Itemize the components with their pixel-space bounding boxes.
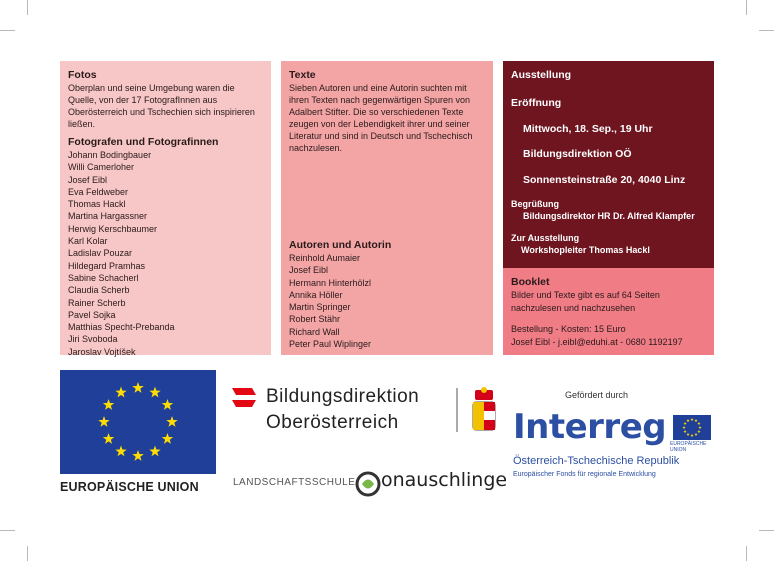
star-icon [683, 430, 686, 433]
booklet-text: Bilder und Texte gibt es auf 64 Seiten nachzulesen und nachzusehen [511, 290, 660, 313]
star-icon [103, 433, 114, 444]
list-item: Herwig Kerschbaumer [68, 223, 158, 234]
list-item: Annika Höller [289, 289, 343, 300]
texte-heading: Texte [289, 69, 316, 81]
interreg-sub: Österreich-Tschechische Republik [513, 455, 680, 467]
list-item: Thomas Hackl [68, 199, 126, 210]
list-item: Robert Stähr [289, 314, 341, 325]
star-icon [149, 445, 160, 456]
autoren-list [289, 252, 485, 350]
bd-line1: Bildungsdirektion [266, 386, 420, 407]
eu-flag-logo [60, 370, 216, 474]
star-icon [162, 399, 173, 410]
star-icon [690, 434, 693, 437]
booklet-contact: Josef Eibl - j.eibl@eduhi.at - 0680 1192197 [511, 337, 683, 347]
fotos-heading: Fotos [68, 69, 97, 81]
eroeffnung-date: Mittwoch, 18. Sep., 19 Uhr [523, 122, 653, 135]
crop-mark [759, 530, 774, 531]
eroeffnung-address: Sonnensteinstraße 20, 4040 Linz [523, 173, 686, 186]
coat-of-arms-icon [473, 387, 495, 430]
booklet-heading: Booklet [511, 276, 550, 288]
crop-mark [0, 530, 15, 531]
fotografen-heading: Fotografen und Fotografinnen [68, 136, 219, 148]
list-item: Sabine Schacherl [68, 272, 139, 283]
begruessung-label: Begrüßung [511, 199, 559, 209]
texte-panel [281, 61, 493, 355]
crop-mark [0, 30, 15, 31]
list-item: Matthias Specht-Prebanda [68, 322, 175, 333]
bd-line2: Oberösterreich [266, 412, 399, 433]
bildungsdirektion-logo [230, 382, 500, 442]
autoren-heading: Autoren und Autorin [289, 239, 392, 251]
star-icon [149, 387, 160, 398]
crop-mark [27, 546, 28, 561]
list-item: Richard Wall [289, 326, 340, 337]
ausstellung-heading: Ausstellung [511, 69, 572, 81]
list-item: Eva Feldweber [68, 186, 129, 197]
star-icon [98, 416, 109, 427]
star-icon [694, 433, 697, 436]
crop-mark [746, 546, 747, 561]
list-item: Claudia Scherb [68, 285, 130, 296]
eroeffnung-heading: Eröffnung [511, 97, 562, 109]
list-item: Reinhold Aumaier [289, 253, 361, 263]
texte-text: Sieben Autoren und eine Autorin suchten mit ihren Texten nach gegenwärtigen Spuren von Adalbert Stifter. Die so verschiedenen Texte zeugen von der Lebendigkeit ihrer und seiner Literatur und sind in Deutsch und Tschechisch nachzulesen. [289, 83, 473, 153]
list-item: Hermann Hinterhölzl [289, 277, 372, 288]
eu-stars [60, 370, 216, 474]
red-bar-top [232, 388, 256, 395]
donau-d-icon [353, 469, 383, 499]
ls-part1: LANDSCHAFTSSCHULE [233, 477, 356, 488]
interreg-fund: Europäischer Fonds für regionale Entwicklung [513, 471, 656, 478]
interreg-eu-small: EUROPÄISCHE UNION [670, 441, 707, 453]
landschaftsschule-logo [233, 465, 508, 505]
crop-mark [746, 0, 747, 15]
star-icon [103, 399, 114, 410]
list-item: Karl Kolar [68, 236, 108, 247]
crop-mark [27, 0, 28, 15]
star-icon [132, 382, 143, 393]
ausstellung-panel [503, 61, 714, 268]
star-icon [683, 422, 686, 425]
list-item: Jaroslav Vojtíšek [68, 346, 136, 357]
red-bar-bottom [232, 400, 256, 407]
star-icon [115, 445, 126, 456]
list-item: Pavel Sojka [68, 309, 116, 320]
star-icon [697, 430, 700, 433]
list-item: Josef Eibl [289, 265, 329, 276]
list-item: Johann Bodingbauer [68, 150, 152, 160]
star-icon [686, 419, 689, 422]
list-item: Hildegard Pramhas [68, 260, 146, 271]
ls-part2: onauschlinge [381, 469, 508, 491]
star-icon [132, 450, 143, 461]
list-item: Rainer Scherb [68, 297, 126, 308]
interreg-eu-flag [673, 415, 711, 440]
eu-logo-text: EUROPÄISCHE UNION [60, 480, 199, 494]
booklet-order: Bestellung - Kosten: 15 Euro [511, 324, 626, 334]
list-item: Peter Paul Wiplinger [289, 339, 372, 350]
list-item: Ladislav Pouzar [68, 248, 133, 259]
fotografen-list [68, 149, 263, 358]
zur-ausstellung-label: Zur Ausstellung [511, 233, 580, 243]
zur-ausstellung-text: Workshopleiter Thomas Hackl [521, 245, 650, 255]
fotos-panel [60, 61, 271, 355]
booklet-panel [503, 268, 714, 355]
crop-mark [759, 30, 774, 31]
star-icon [115, 387, 126, 398]
list-item: Martina Hargassner [68, 211, 148, 222]
star-icon [698, 426, 701, 429]
mini-eu-stars [673, 415, 711, 440]
interreg-logo [510, 385, 720, 485]
begruessung-text: Bildungsdirektor HR Dr. Alfred Klampfer [523, 211, 695, 221]
star-icon [690, 418, 693, 421]
star-icon [166, 416, 177, 427]
star-icon [682, 426, 685, 429]
interreg-wordmark: Interreg [513, 407, 667, 447]
list-item: Martin Springer [289, 302, 351, 313]
star-icon [697, 422, 700, 425]
list-item: Josef Eibl [68, 174, 108, 185]
list-item: Willi Camerloher [68, 162, 135, 173]
gefoerdert-text: Gefördert durch [565, 390, 629, 400]
eroeffnung-place: Bildungsdirektion OÖ [523, 148, 632, 160]
fotos-text: Oberplan und seine Umgebung waren die Quelle, von der 17 FotografInnen aus Oberösterreich und Tschechien sich inspirieren ließen. [68, 83, 255, 129]
star-icon [162, 433, 173, 444]
star-icon [694, 419, 697, 422]
star-icon [686, 433, 689, 436]
list-item: Jiri Svoboda [68, 334, 118, 345]
